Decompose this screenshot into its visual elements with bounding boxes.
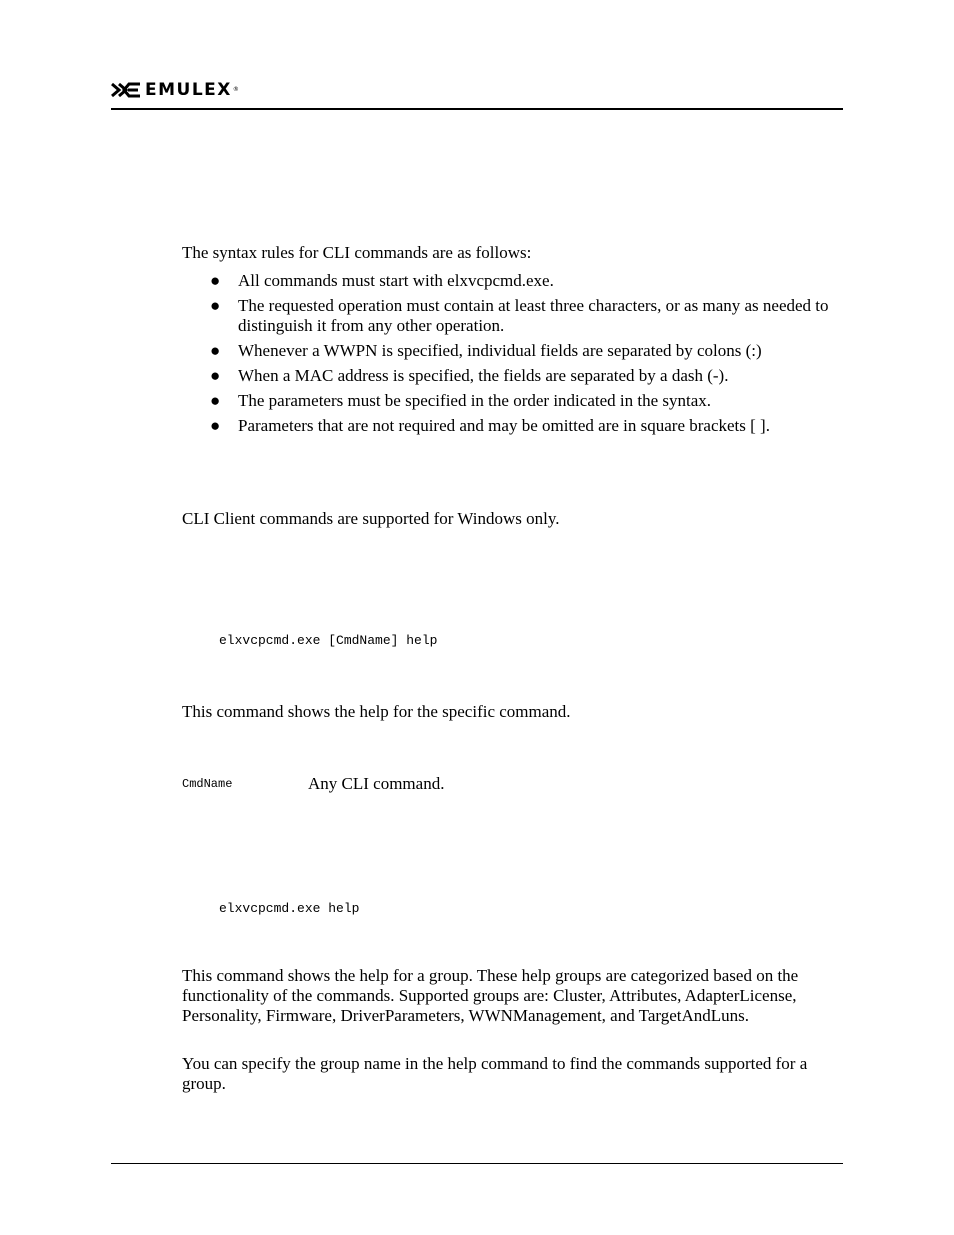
header-rule bbox=[111, 108, 843, 110]
group-help-description: This command shows the help for a group. These help groups are categorized based on the functionality of the commands. Supported groups are: Cluster, Attributes, AdapterLicense, Personality, Firmware, DriverParameters, WWNManagement, and TargetAndLuns. bbox=[182, 966, 799, 1025]
param-description: Any CLI command. bbox=[308, 774, 445, 793]
list-item-text: All commands must start with elxvcpcmd.exe. bbox=[238, 271, 554, 290]
bullet-icon: ● bbox=[210, 341, 221, 360]
list-item-text: Parameters that are not required and may be omitted are in square brackets [ ]. bbox=[238, 416, 770, 435]
list-item-text: The requested operation must contain at least three characters, or as many as needed to distinguish it from any other operation. bbox=[238, 296, 829, 335]
list-item-text: Whenever a WWPN is specified, individual fields are separated by colons (:) bbox=[238, 341, 762, 360]
list-item bbox=[182, 296, 844, 336]
list-item-text: The parameters must be specified in the order indicated in the syntax. bbox=[238, 391, 712, 410]
list-item bbox=[182, 391, 844, 411]
emulex-logo-icon bbox=[111, 82, 141, 98]
param-name: CmdName bbox=[182, 777, 233, 791]
windows-note: CLI Client commands are supported for Windows only. bbox=[182, 509, 560, 528]
group-help-syntax: elxvcpcmd.exe help bbox=[219, 901, 360, 916]
cmd-help-description: This command shows the help for the specific command. bbox=[182, 702, 571, 721]
list-item-text: When a MAC address is specified, the fields are separated by a dash (-). bbox=[238, 366, 729, 385]
footer-rule bbox=[111, 1163, 843, 1164]
bullet-icon: ● bbox=[210, 271, 221, 290]
group-help-note: You can specify the group name in the help command to find the commands supported for a group. bbox=[182, 1054, 808, 1093]
list-item bbox=[182, 341, 844, 361]
logo-trademark: ® bbox=[232, 86, 239, 93]
logo-wordmark: EMULEX bbox=[145, 80, 232, 100]
bullet-icon: ● bbox=[210, 391, 221, 410]
cmd-help-syntax: elxvcpcmd.exe [CmdName] help bbox=[219, 633, 438, 648]
bullet-icon: ● bbox=[210, 296, 221, 315]
list-item bbox=[182, 416, 844, 436]
emulex-logo bbox=[111, 80, 239, 100]
bullet-icon: ● bbox=[210, 366, 221, 385]
list-item bbox=[182, 366, 844, 386]
list-item bbox=[182, 271, 844, 291]
syntax-intro: The syntax rules for CLI commands are as follows: bbox=[182, 243, 532, 262]
syntax-rules-list bbox=[182, 271, 844, 441]
bullet-icon: ● bbox=[210, 416, 221, 435]
